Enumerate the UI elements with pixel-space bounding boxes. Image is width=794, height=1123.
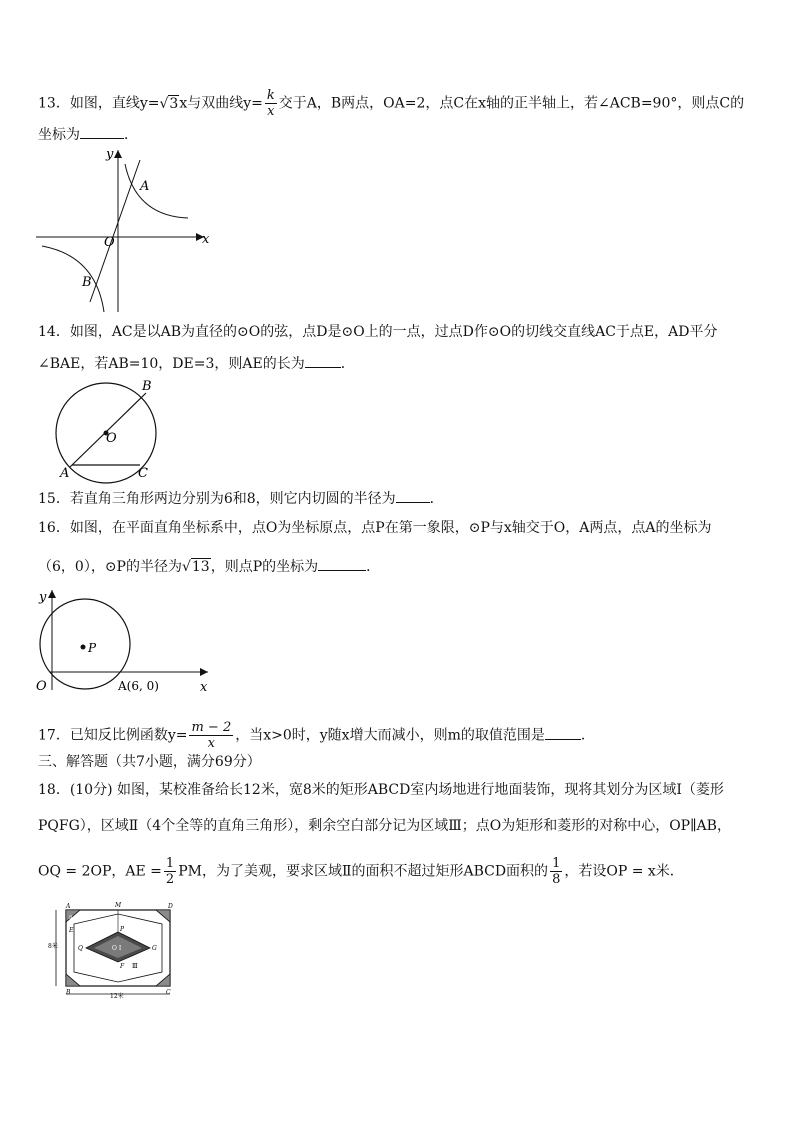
q18-line3-text-b: PM，为了美观，要求区域Ⅱ的面积不超过矩形ABCD面积的 xyxy=(178,863,549,880)
q15-line: 15．若直角三角形两边分别为6和8，则它内切圆的半径为 ． xyxy=(38,488,444,509)
sqrt-three: √3 xyxy=(159,95,179,112)
q18-label-f: F xyxy=(120,963,125,970)
q13-y-label: y xyxy=(106,147,114,162)
q13-origin-label: O xyxy=(104,235,115,250)
q15-answer-blank[interactable] xyxy=(396,488,430,503)
q18-line3-text-a: OQ = 2OP，AE = xyxy=(38,863,162,880)
q14-center-o-label: O xyxy=(106,431,117,446)
q18-label-e: E xyxy=(69,927,74,934)
q18-line2 xyxy=(38,816,731,836)
q17-answer-blank[interactable] xyxy=(545,725,581,740)
q17-text-b: ，当x>0时，y随x增大而减小，则m的取值范围是 xyxy=(235,727,545,744)
q18-label-p: P xyxy=(120,926,125,933)
q16-line1-text: 16．如图，在平面直角坐标系中，点O为坐标原点，点P在第一象限，⊙P与x轴交于O，A两点，点A的坐标为 xyxy=(38,520,712,536)
q14-line1 xyxy=(38,322,717,342)
section-3-heading: 三、解答题（共7小题，满分69分） xyxy=(38,754,261,770)
q13-point-b-label: B xyxy=(82,275,92,290)
q14-point-b-label: B xyxy=(142,379,152,394)
q13-line2-text: 坐标为 xyxy=(38,127,80,143)
q16-line2-text-b: ，则点P的坐标为 xyxy=(210,559,319,575)
q16-x-label: x xyxy=(200,680,208,695)
q18-label-c: C xyxy=(166,989,171,996)
q14-point-c-label: C xyxy=(138,466,148,481)
q13-answer-blank[interactable] xyxy=(80,124,124,139)
q13-line1 xyxy=(38,88,744,119)
q16-figure xyxy=(36,586,216,694)
q16-line2-text-a: （6，0），⊙P的半径为 xyxy=(38,559,182,575)
q18-label-g: G xyxy=(152,945,157,952)
q17-text-a: 17．已知反比例函数y= xyxy=(38,727,188,744)
q14-line1-text: 14．如图，AC是以AB为直径的⊙O的弦，点D是⊙O上的一点，过点D作⊙O的切线交直线AC于点E，AD平分 xyxy=(38,324,718,340)
q16-point-p-label: P xyxy=(88,641,97,655)
q18-label-b: B xyxy=(66,989,71,996)
q18-label-q: Q xyxy=(78,945,83,952)
q16-line2: （6，0），⊙P的半径为√13，则点P的坐标为 ． xyxy=(38,556,380,577)
q13-line2: 坐标为 ． xyxy=(38,124,138,145)
q18-region-3-label: Ⅲ xyxy=(132,963,138,970)
q16-point-a-label: A(6, 0) xyxy=(118,679,159,693)
q14-figure xyxy=(52,378,164,482)
one-eighth-fraction: $\frac{1}{8}$ xyxy=(552,856,561,887)
q18-label-m: M xyxy=(115,902,122,909)
q14-answer-blank[interactable] xyxy=(305,353,341,368)
q18-line3-text-c: ，若设OP = x米． xyxy=(564,863,684,880)
q18-height-label: 8米 xyxy=(48,943,58,950)
q16-y-label: y xyxy=(39,590,47,605)
q15-text: 15．若直角三角形两边分别为6和8，则它内切圆的半径为 xyxy=(38,491,396,507)
q13-x-label: x xyxy=(202,232,210,247)
sqrt-thirteen: √13 xyxy=(181,559,210,575)
q13-point-a-label: A xyxy=(140,179,150,194)
q13-text-c: 交于A，B两点，OA=2，点C在x轴的正半轴上，若∠ACB=90°，则点C的 xyxy=(278,95,745,112)
q18-label-a: A xyxy=(66,903,71,910)
q14-point-a-label: A xyxy=(60,466,70,481)
q18-region-2-label: Ⅱ xyxy=(69,915,73,921)
q18-figure xyxy=(50,902,180,1000)
q18-label-d: D xyxy=(168,903,173,910)
q18-width-label: 12米 xyxy=(110,993,124,1000)
q18-line1 xyxy=(38,780,724,800)
q16-answer-blank[interactable] xyxy=(318,556,366,571)
q13-text-a: 13．如图，直线y= xyxy=(38,95,160,112)
k-over-x-fraction: $\frac{k}{x}$ xyxy=(266,88,275,119)
q17-line: 17．已知反比例函数y= $\frac{m - 2}{x}$ ，当x>0时，y随x增大而减小，则m的取值范围是 ． xyxy=(38,720,595,751)
q13-figure xyxy=(36,146,216,314)
q18-line3 xyxy=(38,856,684,887)
m-minus-2-over-x-fraction: $\frac{m - 2}{x}$ xyxy=(191,720,232,751)
one-half-fraction: $\frac{1}{2}$ xyxy=(165,856,175,887)
q16-line1 xyxy=(38,518,711,538)
q18-region-1-label: O Ⅰ xyxy=(112,945,122,952)
q14-line2-text: ∠BAE，若AB=10，DE=3，则AE的长为 xyxy=(38,356,305,372)
q16-origin-label: O xyxy=(36,679,47,694)
q13-text-b: x与双曲线y= xyxy=(179,95,263,112)
q14-line2: ∠BAE，若AB=10，DE=3，则AE的长为 ． xyxy=(38,353,355,374)
q18-line2-text: PQFG），区域Ⅱ（4个全等的直角三角形），剩余空白部分记为区域Ⅲ；点O为矩形和菱形的对称中心，OP∥AB， xyxy=(38,818,731,834)
q18-line1-text: 18．(10分) 如图，某校准备给长12米，宽8米的矩形ABCD室内场地进行地面装饰，现将其划分为区域Ⅰ（菱形 xyxy=(38,782,724,798)
